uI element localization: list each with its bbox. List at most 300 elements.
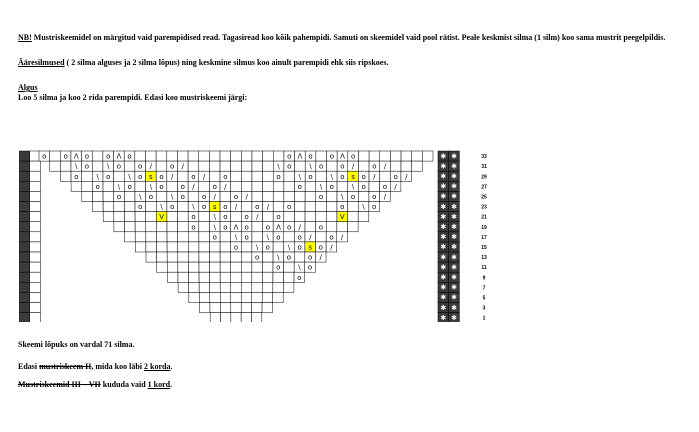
chart-symbol: o [287, 162, 292, 171]
chart-symbol: o [180, 192, 185, 201]
chart-symbol: o [372, 192, 377, 201]
chart-symbol: / [394, 182, 397, 191]
chart-symbol: \ [341, 192, 344, 201]
chart-cell [273, 191, 284, 201]
chart-cell [252, 171, 263, 181]
chart-symbol: o [244, 223, 249, 232]
chart-symbol: o [308, 172, 313, 181]
chart-cell [146, 242, 157, 252]
chart-cell [210, 282, 221, 292]
row-number: 17 [481, 234, 487, 241]
chart-cell [252, 222, 263, 232]
edge-cell-left [19, 272, 30, 282]
chart-symbol: o [191, 223, 196, 232]
chart-symbol: o [169, 162, 175, 171]
chart-cell [210, 313, 220, 322]
chart-cell [50, 151, 61, 161]
chart-cell [220, 292, 230, 302]
edge-symbol: ✱ [451, 162, 457, 171]
chart-cell [263, 191, 274, 201]
chart-symbol: o [223, 203, 228, 212]
chart-symbol: / [298, 223, 301, 232]
edge-cell-left [19, 181, 30, 191]
chart-symbol: / [319, 253, 322, 262]
chart-cell [221, 313, 231, 322]
chart-symbol: o [233, 192, 239, 201]
chart-cell [210, 242, 221, 252]
chart-cell [199, 262, 210, 272]
chart-cell [135, 242, 146, 252]
chart-cell [295, 161, 306, 171]
chart-cell [92, 151, 103, 161]
chart-cell [369, 151, 380, 161]
chart-symbol: o [212, 233, 217, 242]
repeat-a: Edasi [18, 362, 40, 371]
edge-cell-left [30, 191, 41, 201]
chart-cell [103, 202, 114, 212]
chart-symbol: o [170, 203, 175, 212]
chart-cell [146, 212, 157, 222]
chart-cell [305, 202, 316, 212]
chart-symbol: o [350, 192, 356, 201]
chart-cell [125, 222, 136, 232]
nb-label: NB! [18, 33, 32, 42]
nb-text: Mustriskeemidel on märgitud vaid parempidised read. Tagasiread koo kõik pahempidi. Samuti on skeemidel vaid pool rätist. Peale keskmist silma (1 silm) koo sama mustrit peegelpildis. [31, 33, 666, 42]
chart-symbol: / [213, 192, 216, 201]
chart-symbol: o [372, 162, 377, 171]
chart-symbol: \ [309, 162, 312, 171]
chart-symbol: \ [128, 172, 131, 181]
chart-symbol: \ [298, 172, 302, 181]
chart-symbol: \ [298, 263, 301, 272]
chart-cell [178, 262, 189, 272]
chart-symbol: o [255, 253, 260, 262]
chart-cell [273, 202, 284, 212]
chart-cell [337, 222, 348, 232]
chart-cell [167, 181, 178, 191]
chart-symbol: o [63, 152, 68, 161]
edge-cell-left [30, 202, 41, 212]
edge-cell-left [30, 292, 41, 302]
row-number: 15 [481, 244, 487, 251]
edge-symbol: ✱ [451, 263, 457, 272]
chart-cell [167, 252, 178, 262]
chart-cell [189, 272, 200, 282]
chart-symbol: \ [107, 162, 110, 171]
chart-cell [103, 212, 114, 222]
chart-cell [178, 252, 189, 262]
edge-label: Ääresilmused [18, 58, 65, 67]
chart-cell [199, 161, 210, 171]
chart-symbol: o [265, 223, 271, 232]
charts-d: . [170, 380, 173, 389]
chart-cell [210, 292, 220, 302]
chart-cell [167, 222, 178, 232]
chart-symbol: o [148, 192, 154, 201]
chart-cell [369, 181, 380, 191]
chart-cell [305, 181, 316, 191]
chart-cell [241, 202, 252, 212]
chart-symbol: \ [171, 192, 174, 201]
chart-cell [294, 252, 305, 262]
edge-cell-left [30, 181, 41, 191]
edge-symbol: ✱ [440, 222, 447, 231]
chart-cell [125, 232, 136, 242]
edge-symbol: ✱ [451, 273, 457, 282]
chart-cell [231, 303, 241, 313]
chart-symbol: / [266, 203, 270, 212]
chart-cell [358, 191, 369, 201]
chart-cell [220, 161, 231, 171]
chart-cell [294, 212, 305, 222]
chart-cell [252, 262, 263, 272]
chart-symbol: o [307, 253, 313, 262]
chart-cell [199, 232, 210, 242]
chart-cell [93, 202, 104, 212]
chart-symbol: Λ [233, 223, 239, 232]
chart-cell [348, 212, 359, 222]
edge-symbol: ✱ [440, 293, 447, 302]
chart-symbol: o [159, 182, 164, 191]
edge-symbol: ✱ [440, 303, 447, 312]
chart-cell [347, 222, 358, 232]
chart-cell [220, 282, 231, 292]
chart-cell [241, 292, 251, 302]
row-number: 21 [481, 214, 487, 221]
chart-cell [177, 151, 188, 161]
edge-cell-left [19, 303, 30, 313]
chart-cell [199, 212, 210, 222]
chart-cell [263, 181, 274, 191]
chart-cell [145, 151, 156, 161]
row-number: 1 [482, 315, 486, 322]
edge-symbol: ✱ [451, 293, 457, 302]
chart-cell [241, 313, 251, 322]
chart-cell [231, 171, 242, 181]
chart-symbol: / [405, 172, 408, 181]
chart-cell [262, 282, 273, 292]
chart-cell [252, 191, 263, 201]
chart-symbol: \ [192, 203, 195, 212]
chart-symbol: \ [351, 182, 355, 191]
edge-symbol: ✱ [440, 172, 447, 181]
chart-cell [316, 232, 327, 242]
chart-cell [103, 191, 114, 201]
chart-cell [326, 191, 337, 201]
chart-symbol: o [138, 203, 143, 212]
chart-symbol: o [244, 213, 249, 222]
chart-cell [135, 232, 146, 242]
chart-symbol: Λ [276, 223, 281, 232]
chart-cell [252, 232, 263, 242]
chart-symbol: s [149, 172, 153, 181]
edge-cell-left [30, 222, 41, 232]
chart-cell [273, 151, 284, 161]
chart-cell [262, 272, 273, 282]
chart-symbol: / [340, 233, 344, 242]
chart-cell [220, 151, 231, 161]
row-number: 11 [481, 265, 487, 272]
chart-symbol: \ [149, 182, 153, 191]
chart-cell [231, 313, 241, 322]
chart-symbol: o [350, 152, 356, 161]
chart-cell [231, 272, 242, 282]
chart-cell [252, 151, 263, 161]
edge-symbol: ✱ [440, 192, 447, 201]
edge-symbol: ✱ [451, 172, 457, 181]
edge-cell-left [30, 262, 41, 272]
chart-cell [220, 262, 231, 272]
chart-cell [305, 222, 316, 232]
chart-symbol: / [181, 162, 184, 171]
chart-cell [220, 252, 231, 262]
chart-symbol: V [159, 213, 165, 222]
chart-cell [284, 191, 295, 201]
chart-cell [82, 171, 93, 181]
chart-symbol: o [159, 172, 164, 181]
edge-cell-left [30, 272, 41, 282]
repeat-e: . [170, 362, 173, 371]
chart-cell [231, 181, 242, 191]
chart-symbol: / [192, 182, 195, 191]
chart-cell [199, 292, 209, 302]
edge-symbol: ✱ [440, 182, 447, 191]
chart-symbol: / [224, 182, 227, 191]
chart-symbol: o [95, 182, 100, 191]
chart-cell [188, 262, 199, 272]
chart-cell [326, 161, 337, 171]
chart-cell [358, 151, 369, 161]
chart-cell [114, 212, 125, 222]
chart-symbol: o [127, 152, 132, 161]
edge-symbol: ✱ [451, 182, 457, 191]
chart-symbol: o [286, 223, 292, 232]
edge-symbol: ✱ [451, 212, 457, 221]
chart-symbol: o [191, 172, 196, 181]
chart-cell [337, 181, 348, 191]
chart-cell [199, 282, 210, 292]
chart-cell [167, 151, 178, 161]
row-number: 27 [481, 184, 487, 191]
edge-symbol: ✱ [440, 152, 447, 161]
chart-cell [189, 292, 199, 302]
chart-symbol: o [297, 182, 302, 191]
edge-symbol: ✱ [440, 253, 447, 262]
intro-paragraph [18, 33, 683, 43]
chart-symbol: Λ [73, 152, 79, 161]
chart-cell [358, 212, 369, 222]
chart-cell [262, 262, 273, 272]
chart-symbol: \ [75, 162, 78, 171]
repeat-instruction [18, 362, 172, 372]
chart-symbol: Λ [116, 152, 122, 161]
chart-symbol: o [287, 152, 292, 161]
chart-symbol: o [138, 172, 143, 181]
chart-cell [157, 242, 168, 252]
chart-cell [189, 282, 200, 292]
chart-symbol: o [308, 152, 313, 161]
chart-symbol: \ [277, 162, 280, 171]
chart-cell [146, 202, 157, 212]
chart-cell [380, 151, 391, 161]
chart-cell [231, 252, 242, 262]
chart-cell [263, 151, 274, 161]
chart-cell [273, 272, 284, 282]
chart-cell [231, 161, 242, 171]
chart-cell [283, 282, 294, 292]
chart-cell [241, 282, 252, 292]
chart-cell [146, 222, 157, 232]
chart-cell [199, 272, 210, 282]
chart-cell [305, 191, 316, 201]
chart-cell [220, 303, 230, 313]
chart-cell [263, 171, 274, 181]
chart-symbol: \ [213, 223, 216, 232]
chart-cell [252, 181, 263, 191]
chart-symbol: o [255, 203, 260, 212]
chart-symbol: o [297, 243, 302, 252]
chart-cell [178, 272, 189, 282]
edge-cell-left [19, 171, 30, 181]
chart-cell [167, 272, 178, 282]
chart-symbol: / [202, 172, 206, 181]
chart-symbol: o [42, 152, 47, 161]
chart-symbol: o [223, 172, 228, 181]
chart-cell [167, 262, 178, 272]
chart-cell [422, 151, 433, 161]
chart-symbol: o [297, 273, 302, 282]
chart-cell [252, 292, 262, 302]
edge-symbol: ✱ [440, 283, 447, 292]
chart-cell [316, 202, 327, 212]
chart-symbol: o [286, 203, 292, 212]
edge-cell-left [19, 313, 30, 322]
charts-b: kududa vaid [100, 380, 148, 389]
chart-symbol: o [212, 182, 217, 191]
edge-cell-left [30, 303, 41, 313]
chart-symbol: o [329, 152, 334, 161]
row-number: 13 [481, 255, 487, 262]
chart-cell [124, 202, 135, 212]
edge-symbol: ✱ [440, 233, 447, 242]
chart-cell [199, 151, 210, 161]
chart-cell [114, 171, 125, 181]
chart-cell [283, 272, 294, 282]
chart-cell [241, 303, 251, 313]
chart-cell [401, 151, 412, 161]
chart-symbol: o [393, 172, 398, 181]
chart-cell [188, 151, 199, 161]
chart-symbol: \ [319, 182, 323, 191]
chart-cell [178, 282, 189, 292]
row-number: 3 [482, 305, 486, 312]
chart-cell [231, 262, 242, 272]
chart-symbol: / [234, 203, 238, 212]
chart-cell [82, 191, 93, 201]
chart-symbol: / [309, 233, 312, 242]
chart-symbol: o [340, 203, 345, 212]
chart-cell [262, 252, 273, 262]
edge-cell-left [30, 282, 41, 292]
chart-cell [209, 161, 220, 171]
edge-symbol: ✱ [451, 243, 457, 252]
chart-cell [92, 191, 103, 201]
chart-cell [188, 242, 199, 252]
chart-cell [157, 262, 168, 272]
chart-symbol: \ [117, 182, 121, 191]
chart-cell [188, 252, 199, 262]
chart-symbol: o [276, 233, 281, 242]
row-number: 7 [482, 285, 486, 292]
row-number: 9 [482, 275, 486, 282]
chart-symbol: o [244, 233, 249, 242]
edge-cell-left [19, 202, 30, 212]
chart-symbol: o [361, 172, 366, 181]
chart-cell [358, 161, 369, 171]
chart-symbol: o [180, 182, 185, 191]
chart-symbol: o [191, 213, 196, 222]
chart-cell [199, 252, 210, 262]
chart-cell [188, 191, 199, 201]
edge-symbol: ✱ [451, 313, 457, 322]
chart-symbol: / [245, 192, 248, 201]
row-number: 23 [481, 204, 487, 211]
chart-symbol: o [276, 213, 281, 222]
chart-cell [220, 242, 231, 252]
chart-cell [156, 191, 167, 201]
chart-cell [241, 161, 252, 171]
row-number: 19 [481, 224, 487, 231]
chart-cell [135, 212, 146, 222]
chart-symbol: \ [256, 243, 259, 252]
edge-symbol: ✱ [451, 233, 457, 242]
chart-cell [92, 161, 103, 171]
chart-symbol: / [170, 172, 174, 181]
row-number: 31 [481, 164, 487, 171]
chart-symbol: o [276, 172, 281, 181]
chart-cell [188, 232, 199, 242]
chart-cell [305, 212, 316, 222]
edge-cell-left [19, 151, 30, 161]
chart-cell [124, 212, 135, 222]
chart-cell [135, 151, 146, 161]
chart-symbol: / [149, 162, 153, 171]
chart-cell [220, 272, 231, 282]
section-title: Algus [18, 83, 38, 92]
charts-count: 1 kord [147, 380, 171, 389]
chart-symbol: \ [96, 172, 99, 181]
chart-symbol: o [319, 162, 324, 171]
chart-cell [252, 303, 262, 313]
chart-symbol: o [318, 243, 323, 252]
edge-cell-left [30, 232, 41, 242]
chart-cell [220, 232, 231, 242]
edge-cell-left [30, 313, 41, 322]
chart-cell [412, 151, 423, 161]
chart-cell [231, 212, 242, 222]
chart-cell [60, 171, 71, 181]
edge-cell-left [19, 242, 30, 252]
chart-cell [294, 191, 305, 201]
chart-cell [146, 232, 157, 242]
edge-cell-left [30, 252, 41, 262]
chart-symbol: Λ [340, 152, 345, 161]
chart-cell [199, 181, 210, 191]
repeat-chart-name: mustriskeem II [39, 362, 92, 371]
chart-symbol: / [330, 243, 333, 252]
knitting-chart [19, 150, 499, 322]
chart-cell [50, 161, 61, 171]
